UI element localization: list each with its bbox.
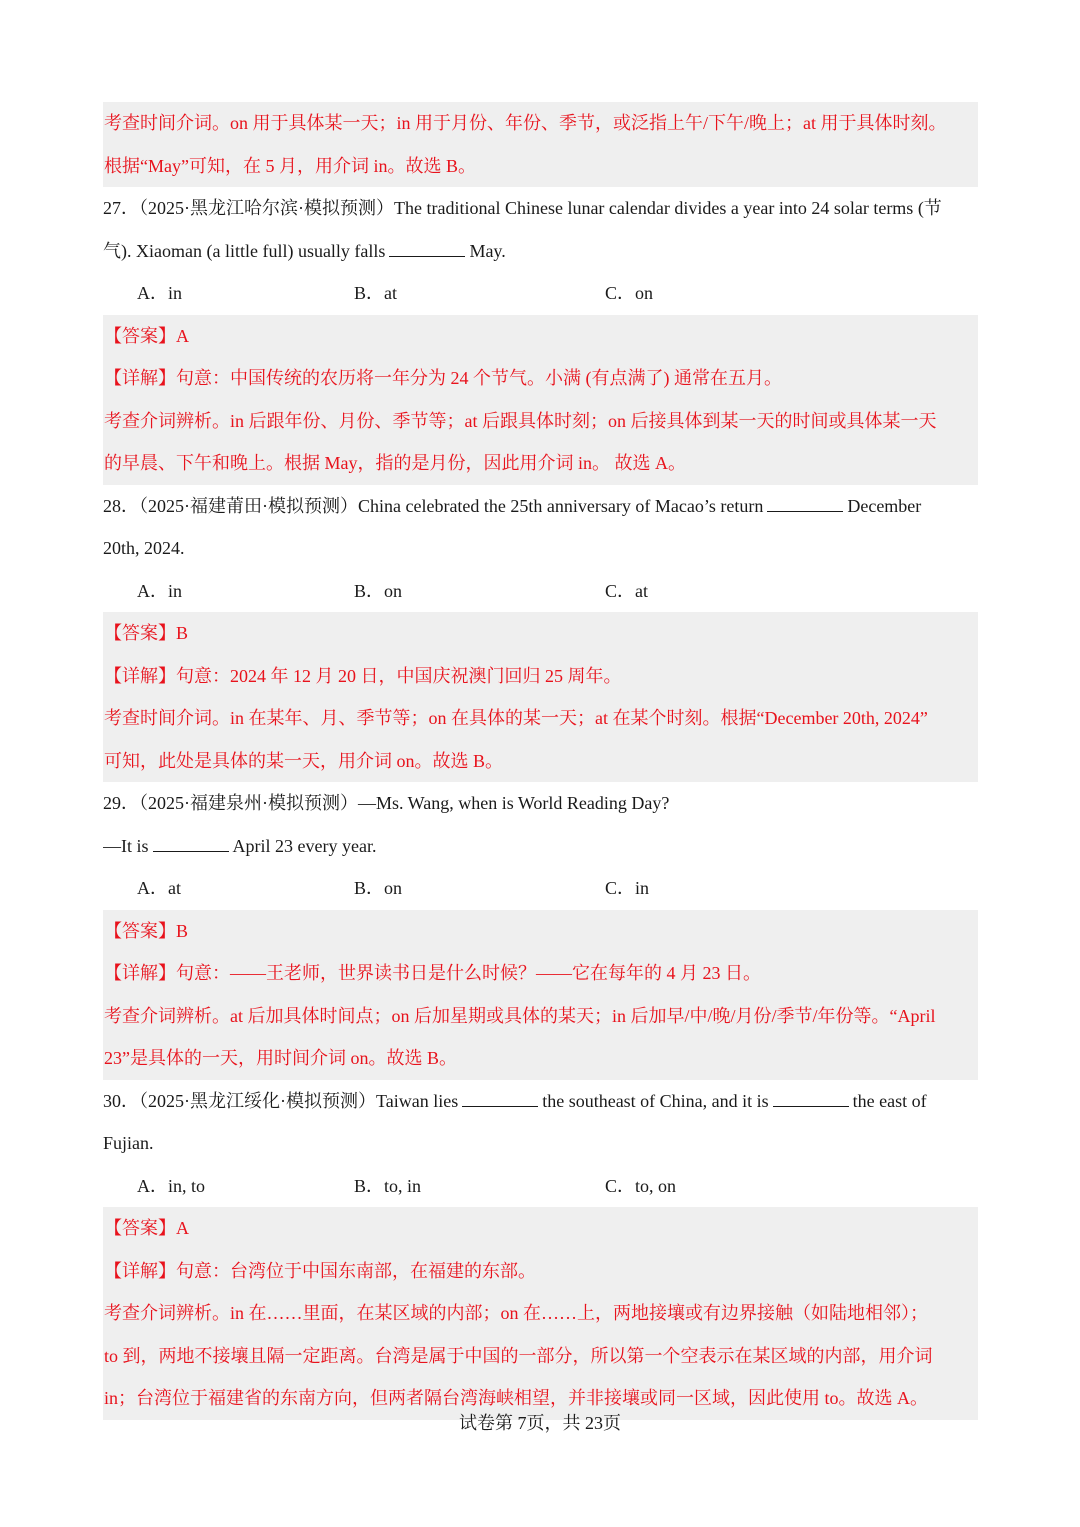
stem-text: 30．（2025·黑龙江绥化·模拟预测）Taiwan lies [103, 1090, 459, 1111]
stem-text: 28．（2025·福建莆田·模拟预测）China celebrated the 25th anniversary of Macao’s return [103, 495, 764, 516]
explanation-line: 考查时间介词。on 用于具体某一天；in 用于月份、年份、季节，或泛指上午/下午/晚上；at 用于具体时刻。 [104, 113, 947, 133]
analysis-line: in；台湾位于福建省的东南方向，但两者隔台湾海峡相望，并非接壤或同一区域，因此使用 to。故选 A。 [104, 1388, 928, 1408]
analysis-line: 23”是具体的一天，用时间介词 on。故选 B。 [104, 1048, 457, 1068]
stem-text: —It is [103, 835, 149, 856]
answer-blank [767, 497, 843, 512]
analysis-line: 的早晨、下午和晚上。根据 May，指的是月份，因此用介词 in。 故选 A。 [104, 453, 686, 473]
answer-box [103, 315, 978, 485]
stem-text: the east of [852, 1090, 927, 1111]
question-stem [103, 230, 978, 273]
answer-label: 【答案】A [104, 1218, 189, 1238]
option-c: C．on [605, 283, 654, 303]
question-27 [103, 187, 978, 485]
analysis-line: to 到，两地不接壤且隔一定距离。台湾是属于中国的一部分，所以第一个空表示在某区域的内部，用介词 [104, 1345, 933, 1366]
previous-explanation-box [103, 102, 978, 187]
stem-text: the southeast of China, and it is [542, 1090, 769, 1111]
options-row [103, 867, 978, 910]
option-c: C．in [605, 878, 650, 898]
explanation-line: 根据“May”可知，在 5 月，用介词 in。故选 B。 [104, 155, 476, 176]
analysis-line: 考查时间介词。in 在某年、月、季节等；on 在具体的某一天；at 在某个时刻。根据“December 20th, 2024” [104, 708, 928, 728]
detail-label: 【详解】 [104, 963, 176, 983]
option-b: B．on [354, 580, 403, 601]
stem-text: December [847, 495, 922, 516]
detail-line [103, 357, 978, 400]
document-page [103, 102, 978, 1420]
detail-text: 句意：台湾位于中国东南部，在福建的东部。 [176, 1260, 536, 1281]
detail-label: 【详解】 [104, 1260, 176, 1281]
question-28 [103, 485, 978, 783]
option-c: C．to, on [605, 1175, 677, 1196]
analysis-line: 考查介词辨析。in 后跟年份、月份、季节等；at 后跟具体时刻；on 后接具体到某一天的时间或具体某一天 [104, 410, 937, 431]
option-a: A．in, to [137, 1175, 206, 1196]
question-30 [103, 1080, 978, 1420]
question-stem [103, 485, 978, 528]
question-stem: 29．（2025·福建泉州·模拟预测）—Ms. Wang, when is World Reading Day? [103, 793, 670, 813]
options-row [103, 1165, 978, 1208]
question-29 [103, 782, 978, 1080]
page-footer: 试卷第 7页，共 23页 [459, 1413, 621, 1433]
answer-blank [153, 837, 229, 852]
detail-text: 句意：2024 年 12 月 20 日，中国庆祝澳门回归 25 周年。 [176, 665, 622, 686]
analysis-line: 可知，此处是具体的某一天，用介词 on。故选 B。 [104, 750, 504, 771]
option-b: B．at [354, 283, 397, 303]
detail-text: 句意：——王老师，世界读书日是什么时候？——它在每年的 4 月 23 日。 [176, 963, 761, 983]
option-b: B．on [354, 878, 403, 898]
detail-label: 【详解】 [104, 368, 176, 388]
question-stem [103, 1080, 978, 1123]
question-stem: 20th, 2024. [103, 538, 185, 558]
option-c: C．at [605, 580, 648, 601]
question-stem [103, 825, 978, 868]
answer-box [103, 612, 978, 782]
answer-box [103, 1207, 978, 1420]
answer-label: 【答案】A [104, 325, 189, 346]
analysis-line: 考查介词辨析。in 在……里面，在某区域的内部；on 在……上，两地接壤或有边界接触（如陆地相邻）； [104, 1303, 928, 1323]
question-stem: 27．（2025·黑龙江哈尔滨·模拟预测）The traditional Chinese lunar calendar divides a year into 24 solar terms (节 [103, 198, 942, 218]
detail-label: 【详解】 [104, 665, 176, 686]
option-a: A．in [137, 580, 182, 601]
detail-text: 句意：中国传统的农历将一年分为 24 个节气。小满 (有点满了) 通常在五月。 [176, 368, 782, 388]
answer-box [103, 910, 978, 1080]
answer-blank [462, 1092, 538, 1107]
answer-blank [773, 1092, 849, 1107]
stem-text: 气). Xiaoman (a little full) usually falls [103, 240, 386, 261]
analysis-line: 考查介词辨析。at 后加具体时间点；on 后加星期或具体的某天；in 后加早/中/晚/月份/季节/年份等。“April [104, 1005, 936, 1026]
answer-label: 【答案】B [104, 920, 189, 941]
options-row [103, 272, 978, 315]
answer-label: 【答案】B [104, 623, 189, 643]
detail-line [103, 1250, 978, 1293]
option-b: B．to, in [354, 1175, 422, 1196]
options-row [103, 570, 978, 613]
option-a: A．at [137, 878, 181, 898]
option-a: A．in [137, 283, 182, 303]
question-stem: Fujian. [103, 1133, 154, 1153]
stem-text: May. [469, 240, 506, 261]
detail-line [103, 655, 978, 698]
detail-line [103, 952, 978, 995]
stem-text: April 23 every year. [232, 835, 377, 856]
answer-blank [389, 242, 465, 257]
